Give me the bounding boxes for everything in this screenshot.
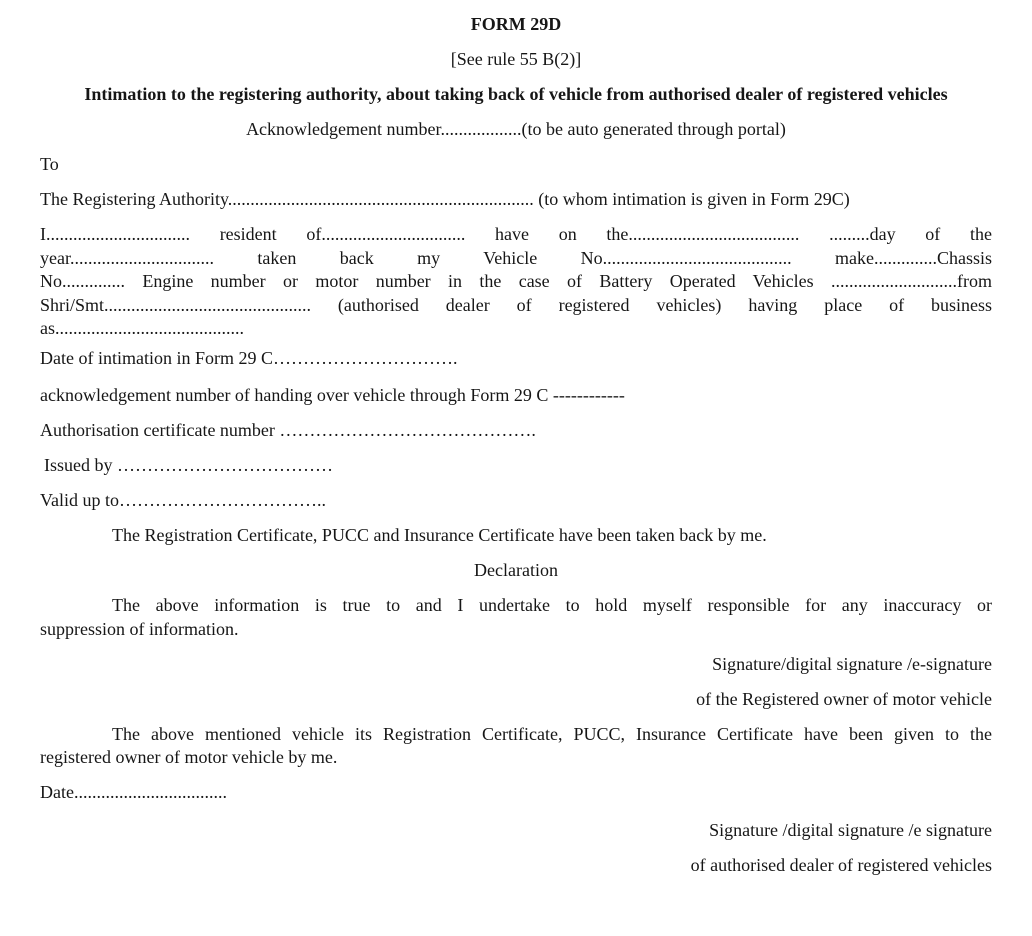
paragraph-line: suppression of information. xyxy=(40,618,239,639)
form-title: Intimation to the registering authority, about taking back of vehicle from authorised dealer of registered vehicles xyxy=(84,84,948,104)
paragraph-line: No.............. Engine number or motor number in the case of Battery Operated Vehicles ............................from xyxy=(40,271,992,291)
dealer-signature-block xyxy=(40,819,992,878)
paragraph-line: year................................ taken back my Vehicle No.......................................... make..............Chassis xyxy=(40,247,992,268)
acknowledgement-number-line: Acknowledgement number..................(to be auto generated through portal) xyxy=(246,119,786,139)
owner-signature-block xyxy=(40,653,992,712)
date-of-intimation-line: Date of intimation in Form 29 C…………………………. xyxy=(40,347,458,368)
rule-reference: [See rule 55 B(2)] xyxy=(450,49,582,69)
handover-paragraph xyxy=(40,723,992,770)
paragraph-line: Shri/Smt.............................................. (authorised dealer of registered vehicles) having place of business xyxy=(40,294,992,315)
authorisation-certificate-line: Authorisation certificate number ……………………………………. xyxy=(40,420,536,440)
form-number: FORM 29D xyxy=(470,14,562,34)
paragraph-line: I................................ resident of................................ have on the...................................... .........day of the xyxy=(40,224,992,244)
declaration-paragraph xyxy=(40,594,992,641)
owner-signature-line-2: of the Registered owner of motor vehicle xyxy=(696,688,992,709)
declaration-heading: Declaration xyxy=(474,560,558,580)
valid-up-to-line: Valid up to…………………………….. xyxy=(40,490,326,510)
taken-back-statement: The Registration Certificate, PUCC and Insurance Certificate have been taken back by me. xyxy=(112,525,767,545)
dealer-signature-line-1: Signature /digital signature /e signature xyxy=(709,819,992,840)
paragraph-line: The above mentioned vehicle its Registration Certificate, PUCC, Insurance Certificate have been given to the xyxy=(112,723,992,744)
acknowledgement-handing-line: acknowledgement number of handing over vehicle through Form 29 C ------------ xyxy=(40,385,625,405)
dealer-signature-line-2: of authorised dealer of registered vehicles xyxy=(690,854,992,875)
paragraph-line: The above information is true to and I undertake to hold myself responsible for any inaccuracy or xyxy=(112,595,992,615)
date-line: Date.................................. xyxy=(40,782,227,802)
registering-authority-line: The Registering Authority.................................................................... (to whom intimation is given in Form 29C) xyxy=(40,189,850,209)
paragraph-line: registered owner of motor vehicle by me. xyxy=(40,747,338,767)
issued-by-line: Issued by ……………………………… xyxy=(44,455,333,475)
salutation-to: To xyxy=(40,154,59,174)
owner-signature-line-1: Signature/digital signature /e-signature xyxy=(712,653,992,674)
vehicle-details-paragraph xyxy=(40,223,992,341)
paragraph-line: as.......................................... xyxy=(40,318,244,338)
